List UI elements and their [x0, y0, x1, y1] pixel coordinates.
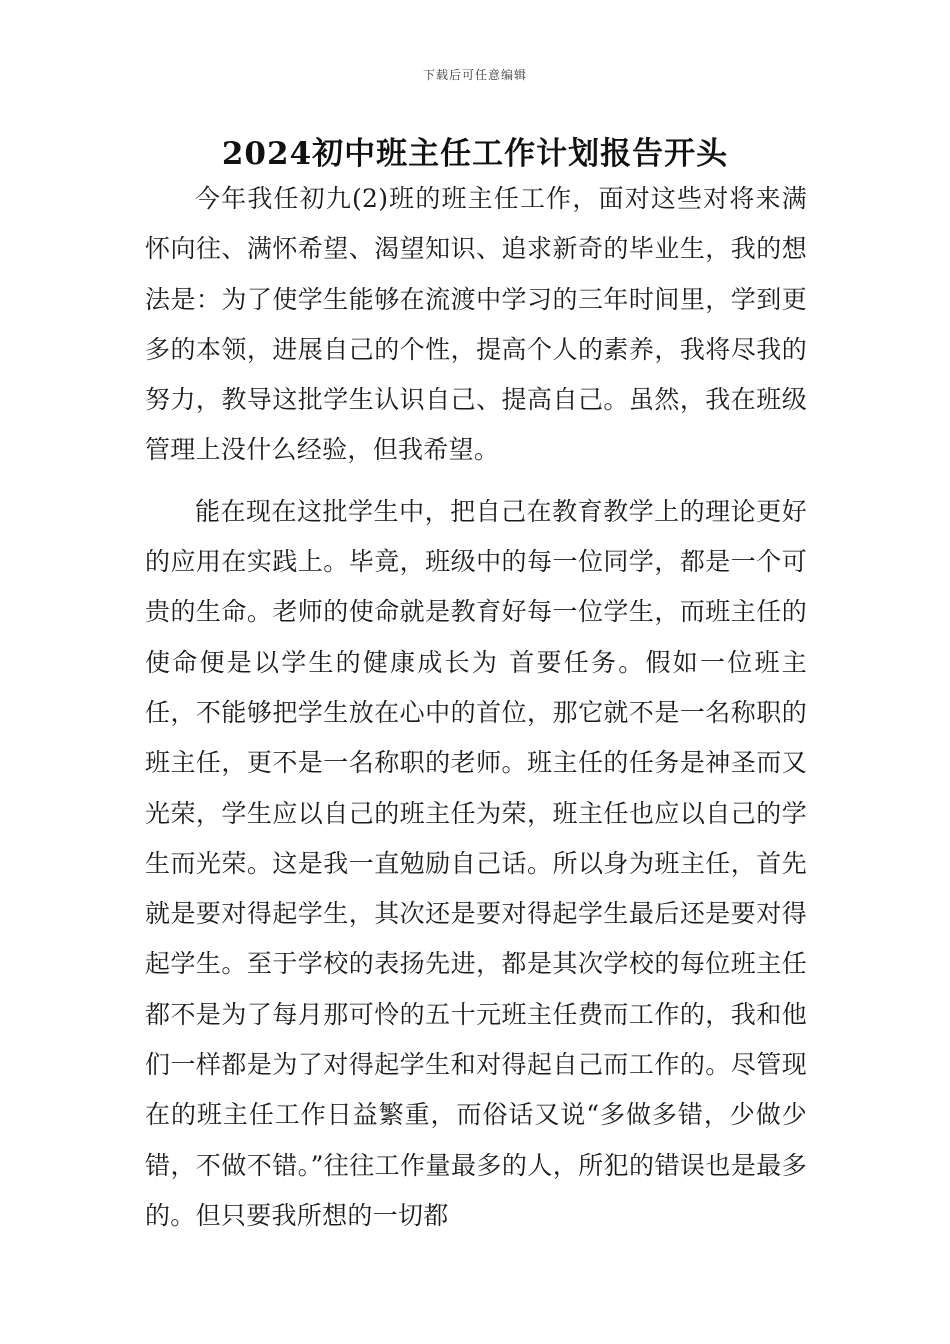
paragraph-2: 能在现在这批学生中，把自己在教育教学上的理论更好的应用在实践上。毕竟，班级中的每一位同学，都是一个可贵的生命。老师的使命就是教育好每一位学生，而班主任的使命便是以学生的健康成长为 首要任务。假如一位班主任，不能够把学生放在心中的首位，那它就不是一名称职的班主任，更不是一名称职的老师。班主任的任务是神圣而又光荣，学生应以自己的班主任为荣，班主任也应以自己的学生而光荣。这是我一直勉励自己话。所以身为班主任，首先就是要对得起学生，其次还是要对得起学生最后还是要对得起学生。至于学校的表扬先进，都是其次学校的每位班主任都不是为了每月那可怜的五十元班主任费而工作的，我和他们一样都是为了对得起学生和对得起自己而工作的。尽管现在的班主任工作日益繁重，而俗话又说“多做多错，少做少错，不做不错。”往往工作量最多的人，所犯的错误也是最多的。但只要我所想的一切都	[145, 496, 807, 1230]
paragraph-1: 今年我任初九(2)班的班主任工作，面对这些对将来满怀向往、满怀希望、渴望知识、追求新奇的毕业生，我的想法是：为了使学生能够在流渡中学习的三年时间里，学到更多的本领，进展自己的个性，提高个人的素养，我将尽我的努力，教导这批学生认识自己、提高自己。虽然，我在班级管理上没什么经验，但我希望。	[145, 184, 807, 465]
document-title: 2024初中班主任工作计划报告开头	[221, 136, 729, 172]
document-body	[145, 174, 807, 1241]
header-note: 下载后可任意编辑	[422, 68, 527, 82]
